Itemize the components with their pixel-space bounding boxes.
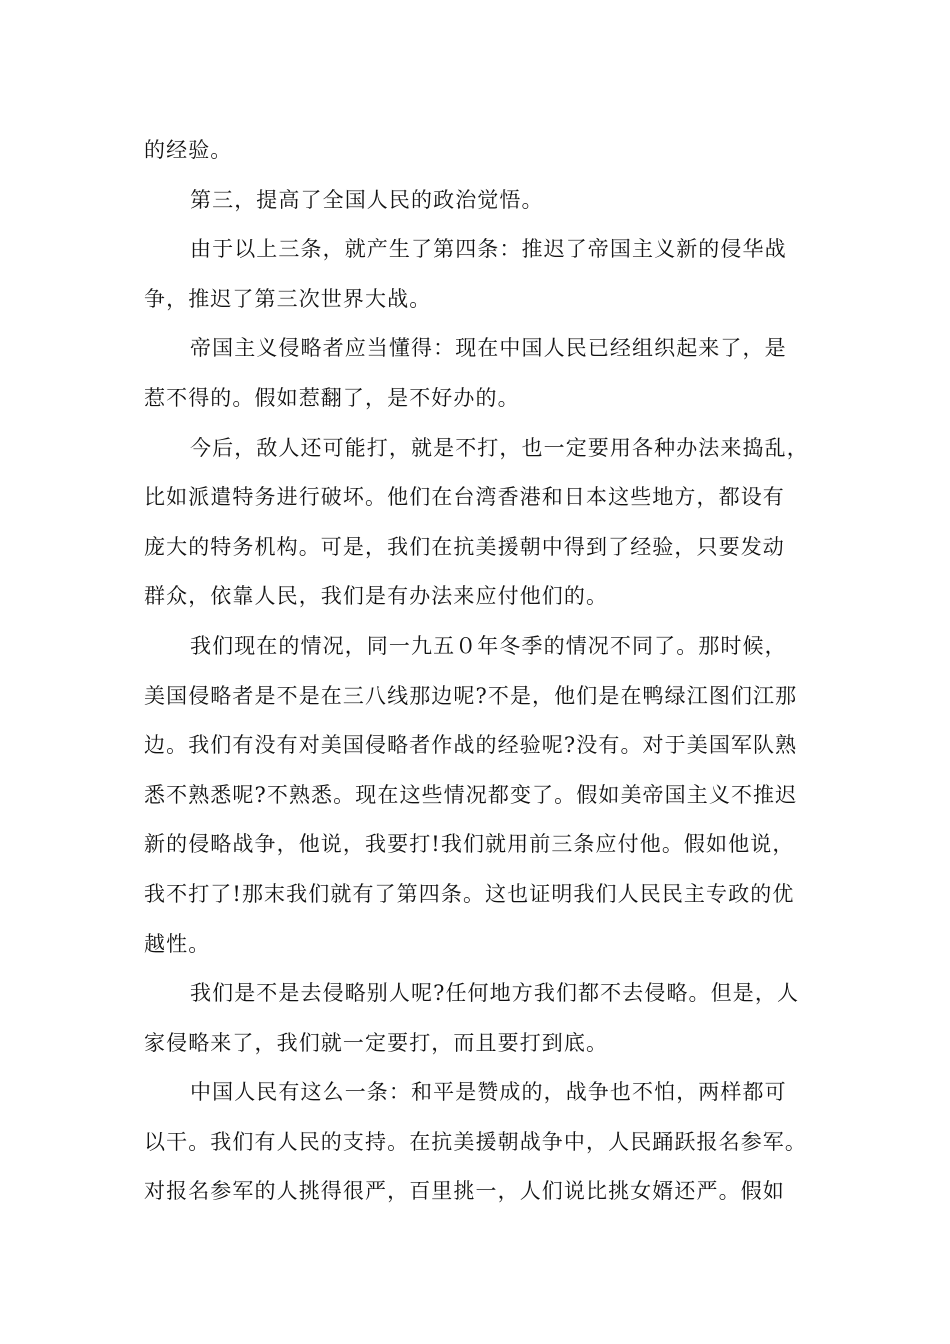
text-line: 群众，依靠人民，我们是有办法来应付他们的。	[144, 584, 609, 609]
text-line: 对报名参军的人挑得很严，百里挑一，人们说比挑女婿还严。假如	[144, 1179, 785, 1204]
text-line: 的经验。	[144, 138, 233, 162]
text-line: 由于以上三条，就产生了第四条：推迟了帝国主义新的侵华战	[190, 237, 787, 262]
text-line: 边。我们有没有对美国侵略者作战的经验呢?没有。对于美国军队熟	[144, 733, 798, 758]
text-line: 帝国主义侵略者应当懂得：现在中国人民已经组织起来了，是	[190, 336, 787, 361]
text-line: 新的侵略战争，他说，我要打!我们就用前三条应付他。假如他说，	[144, 832, 795, 857]
text-line: 悉不熟悉呢?不熟悉。现在这些情况都变了。假如美帝国主义不推迟	[144, 782, 798, 807]
text-line: 家侵略来了，我们就一定要打，而且要打到底。	[144, 1030, 609, 1055]
text-line: 惹不得的。假如惹翻了，是不好办的。	[144, 385, 520, 410]
text-line: 争，推迟了第三次世界大战。	[144, 286, 432, 311]
text-line: 我们是不是去侵略别人呢?任何地方我们都不去侵略。但是，人	[190, 981, 800, 1006]
text-line: 今后，敌人还可能打，就是不打，也一定要用各种办法来捣乱，	[190, 435, 809, 460]
text-line: 中国人民有这么一条：和平是赞成的，战争也不怕，两样都可	[190, 1080, 787, 1105]
text-line: 我不打了!那末我们就有了第四条。这也证明我们人民民主专政的优	[144, 881, 795, 906]
body-text	[144, 126, 824, 1217]
text-line: 庞大的特务机构。可是，我们在抗美援朝中得到了经验，只要发动	[144, 534, 785, 559]
text-line: 以干。我们有人民的支持。在抗美援朝战争中，人民踊跃报名参军。	[144, 1129, 807, 1154]
text-line: 越性。	[144, 931, 211, 956]
text-line: 比如派遣特务进行破坏。他们在台湾香港和日本这些地方，都设有	[144, 485, 785, 510]
text-line: 美国侵略者是不是在三八线那边呢?不是，他们是在鸭绿江图们江那	[144, 683, 798, 708]
text-line: 我们现在的情况，同一九五０年冬季的情况不同了。那时候，	[190, 633, 787, 658]
text-line: 第三，提高了全国人民的政治觉悟。	[190, 187, 544, 212]
